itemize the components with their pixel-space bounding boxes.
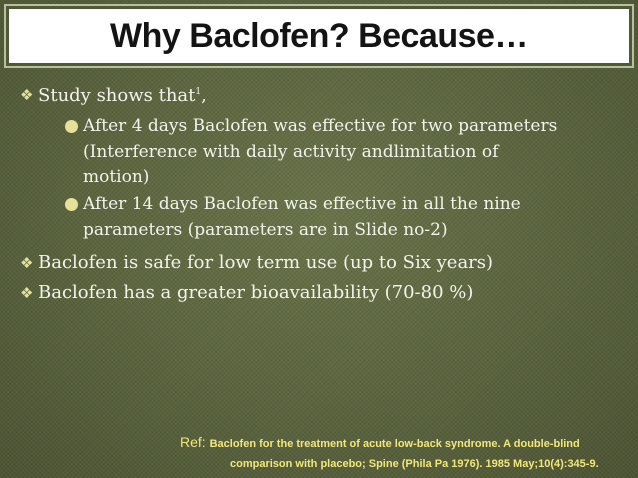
bullet-study: Study shows that$^1$, — [38, 85, 207, 106]
subbullet-14-days-line-1: After 14 days Baclofen was effective in all the nine — [83, 194, 521, 214]
subbullet-4-days-line-3: motion) — [83, 167, 150, 187]
reference-label: Ref: — [180, 434, 210, 450]
reference-line-1: Ref: Baclofen for the treatment of acute low-back syndrome. A double-blind — [180, 434, 580, 450]
subbullet-4-days-line-1: After 4 days Baclofen was effective for two parameters — [83, 116, 558, 136]
bullet-safe: Baclofen is safe for low term use (up to Six years) — [38, 252, 494, 273]
filled-circle-icon — [65, 120, 78, 133]
subbullet-14-days-line-2: parameters (parameters are in Slide no-2) — [83, 220, 448, 240]
diamond-cluster-icon: ❖ — [20, 86, 34, 104]
diamond-cluster-icon: ❖ — [20, 284, 34, 302]
slide-title: Why Baclofen? Because… — [110, 17, 528, 55]
subbullet-4-days-line-2: (Interference with daily activity andlimitation of — [83, 142, 499, 162]
reference-line-2: comparison with placebo; Spine (Phila Pa 1976). 1985 May;10(4):345-9. — [230, 458, 599, 470]
diamond-cluster-icon: ❖ — [20, 254, 34, 272]
bullet-bioavailability: Baclofen has a greater bioavailability (70-80 %) — [38, 282, 474, 303]
filled-circle-icon — [65, 198, 78, 211]
